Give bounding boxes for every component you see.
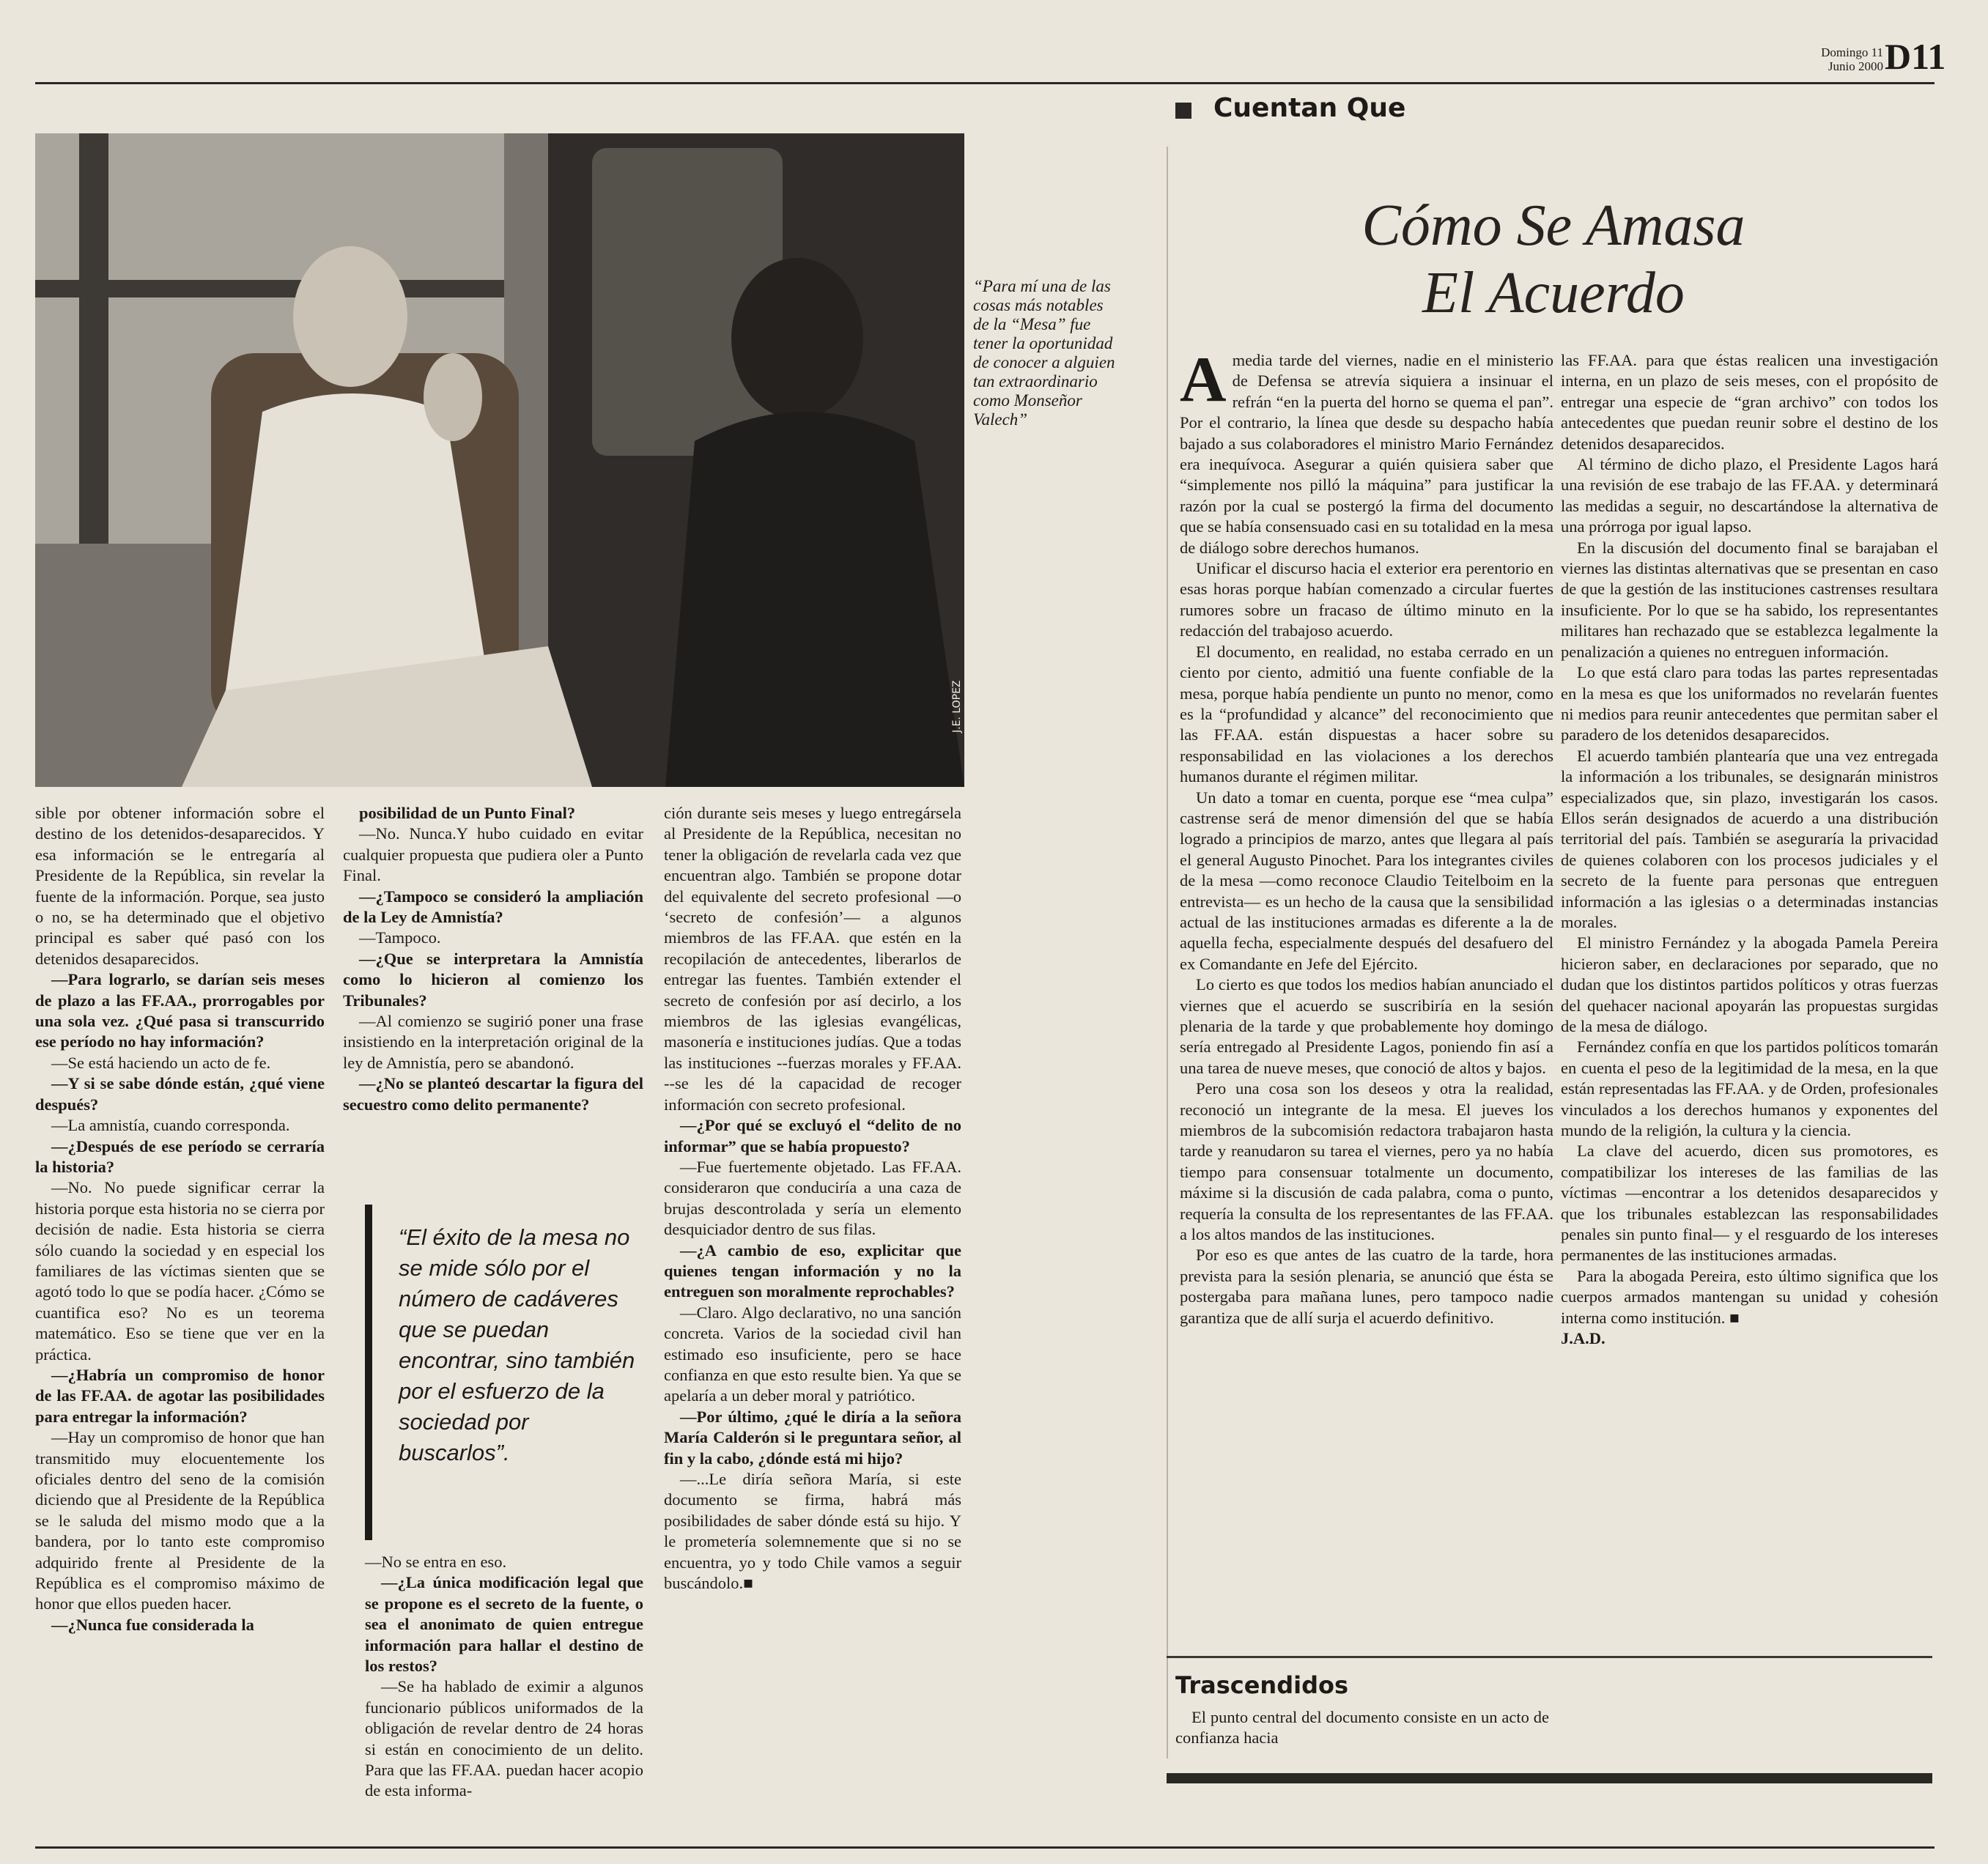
article-paragraph: En la discusión del documento final se barajaban el viernes las distintas alternativas que se presentan en caso de que la gestión de las instituciones castrenses resultara insuficiente. Por lo que se ha sabido, los representantes militares han rechazado que se establezca legalmente la penalización a quienes no entreguen información. xyxy=(1561,538,1938,661)
interview-question: —¿Habría un compromiso de honor de las FF.AA. de agotar las posibilidades para entregar la información? xyxy=(35,1365,325,1426)
interview-answer: —Fue fuertemente objetado. Las FF.AA. consideraron que conduciría a una caza de brujas descontrolada y sería un elemento desquiciador dentro de sus filas. xyxy=(664,1157,961,1239)
interview-answer: —Se ha hablado de eximir a algunos funcionario públicos uniformados de la obligación de revelar dentro de 24 horas si están en conocimiento de un delito. Para que las FF.AA. puedan hacer acopio de esta informa- xyxy=(365,1677,643,1800)
interview-answer: —...Le diría señora María, si este documento se firma, habrá más posibilidades de saber dónde está su hijo. Y le prometería solemnemente que si no se encuentra, yo y todo Chile vamos a seguir buscándolo.■ xyxy=(664,1470,961,1593)
article-column-1 xyxy=(1180,344,1553,1328)
interview-photo xyxy=(35,133,964,787)
interview-answer: —No. No puede significar cerrar la historia porque esta historia no se cierra por decisión de nadie. Esta historia se cierra sólo cuando la sociedad y en especial los familiares de las víctimas sienten que se agotó todo lo que se podía hacer. ¿Cómo se cuantifica eso? No es un teorema matemático. Eso se tiene que ver en la práctica. xyxy=(35,1178,325,1364)
article-paragraph: Al término de dicho plazo, el Presidente Lagos hará una revisión de ese trabajo de las FF.AA. y determinará las medidas a seguir, no descartándose la alternativa de una prórroga por igual lapso. xyxy=(1561,455,1938,536)
photo-caption: “Para mí una de las cosas más notables de la “Mesa” fue tener la oportunidad de conocer a alguien tan extraordinario como Monseñor Valech” xyxy=(973,277,1115,429)
interview-question: —Y si se sabe dónde están, ¿qué viene después? xyxy=(35,1074,325,1114)
interview-question: posibilidad de un Punto Final? xyxy=(359,804,576,822)
interview-answer: —No. Nunca.Y hubo cuidado en evitar cualquier propuesta que pudiera oler a Punto Final. xyxy=(343,824,643,885)
interview-question: —¿La única modificación legal que se propone es el secreto de la fuente, o sea el anonimato de quien entregue información para hallar el destino de los restos? xyxy=(365,1573,643,1676)
sidebar-border xyxy=(1167,147,1168,1758)
interview-answer: ción durante seis meses y luego entregársela al Presidente de la República, necesitan no tener la obligación de revelarla cada vez que encuentran algo. También se propone dotar del equivalente del secreto profesional —o ‘secreto de confesión’— a algunos miembros de las FF.AA. que estén en la recopilación de antecedentes, liberarlos de entregar las fuentes. También extender el secreto de confesión por así decirlo, a los miembros de las iglesias evangélicas, masonería e instituciones judías. Que a todas las instituciones --fuerzas morales y FF.AA. --se les dé la capacidad de recoger información con secreto profesional. xyxy=(664,804,961,1114)
interview-answer: —La amnistía, cuando corresponda. xyxy=(51,1116,290,1135)
article-col2-body xyxy=(1561,350,1938,1328)
interview-question: —¿Nunca fue considerada la xyxy=(51,1615,254,1634)
article-paragraph: La clave del acuerdo, dicen sus promotores, es compatibilizar los intereses de las familias de las víctimas —encontrar a los detenidos desaparecidos y que los tribunales establezcan las responsabilidades penales sin punto final— y el resguardo de los intereses permanentes de las instituciones armadas. xyxy=(1561,1142,1938,1265)
drop-cap: A xyxy=(1180,344,1227,415)
interview-question: —¿No se planteó descartar la figura del secuestro como delito permanente? xyxy=(343,1074,643,1114)
article-paragraph: El documento, en realidad, no estaba cerrado en un ciento por ciento, admitió una fuente confiable de la mesa, porque había pendiente un punto no menor, como es la “profundidad y alcance” del reconocimiento que las FF.AA. están dispuestas a hacer sobre su responsabilidad en las violaciones a los derechos humanos durante el régimen militar. xyxy=(1180,642,1553,786)
article-paragraph: Pero una cosa son los deseos y otra la realidad, reconoció un integrante de la mesa. El jueves los miembros de la subcomisión redactora trabajaron hasta tarde y reanudaron su tarea el viernes, pero ya no había tiempo para consensuar totalmente un documento, máxime si la discusión de cada palabra, coma o punto, requería la consulta de los representantes de las FF.AA. a los altos mandos de las instituciones. xyxy=(1180,1079,1553,1244)
interview-answer: —Hay un compromiso de honor que han transmitido muy elocuentemente los oficiales dentro del seno de la comisión diciendo que al Presidente de la República se le saluda del mismo modo que a la bandera, por lo tanto este compromiso adquirido frente al Presidente de la República es el compromiso máximo de honor que ellos pueden hacer. xyxy=(35,1428,325,1613)
date-day: Domingo 11 xyxy=(1821,45,1883,59)
bottom-rule xyxy=(35,1846,1935,1849)
trascendidos-title: Trascendidos xyxy=(1175,1671,1348,1699)
trascendidos-rule xyxy=(1167,1656,1932,1658)
article-paragraph: Para la abogada Pereira, esto último significa que los cuerpos armados mantengan su unidad y cohesión interna como institución. ■ xyxy=(1561,1266,1938,1327)
article-paragraph: El acuerdo también plantearía que una vez entregada la información a los tribunales, se designarán ministros especializados que, sin plazo, investigarán los casos. Ellos serán designados de acuerdo a una distribución territorial del país. También se aseguraría la privacidad de quienes colaboren con los procesos judiciales y el secreto de la fuente para personas que entreguen información a las iglesias o a determinadas instancias morales. xyxy=(1561,746,1938,931)
article-paragraph: Unificar el discurso hacia el exterior era perentorio en esas horas porque habían comenzado a circular fuertes rumores sobre un fracaso de último minuto en la redacción del trabajoso acuerdo. xyxy=(1180,559,1553,640)
interview-column-2 xyxy=(343,803,643,1115)
interview-question: —¿Que se interpretara la Amnistía como lo hicieron al comienzo los Tribunales? xyxy=(343,949,643,1010)
article-paragraph: Lo cierto es que todos los medios habían anunciado el viernes que el acuerdo se suscribiría en la sesión plenaria de la tarde y que probablemente hoy domingo sería entregado al Presidente Lagos, poniendo fin así a una tarea de nueve meses, que conoció de altos y bajos. xyxy=(1180,975,1553,1077)
interview-answer: —Claro. Algo declarativo, no una sanción concreta. Varios de la sociedad civil han estimado eso insuficiente, pero se hace confianza en que esto resulte bien. Ya que se apelaría a un deber moral y patriótico. xyxy=(664,1303,961,1405)
interview-answer: —Al comienzo se sugirió poner una frase insistiendo en la interpretación original de la ley de Amnistía, pero se abandonó. xyxy=(343,1012,643,1072)
interview-answer: —Se está haciendo un acto de fe. xyxy=(51,1053,271,1072)
article-signature: J.A.D. xyxy=(1561,1329,1605,1348)
headline-line-1: Cómo Se Amasa xyxy=(1361,193,1745,258)
interview-question: —¿Por qué se excluyó el “delito de no informar” que se había propuesto? xyxy=(664,1116,961,1155)
headline-line-2: El Acuerdo xyxy=(1422,261,1685,325)
interview-question: —¿A cambio de eso, explicitar que quienes tengan información y no la entreguen son moralmente reprochables? xyxy=(664,1240,961,1301)
interview-column-2-continued xyxy=(365,1552,643,1802)
interview-column-3 xyxy=(664,803,961,1594)
interview-answer: sible por obtener información sobre el destino de los detenidos-desaparecidos. Y esa información se le entregaría al Presidente de la República, sin revelar la fuente de la información. Porque, sea justo o no, se ha determinado que el objetivo principal es saber qué pasó con los detenidos desaparecidos. xyxy=(35,804,325,968)
article-paragraph: Fernández confía en que los partidos políticos tomarán en cuenta el peso de la legitimidad de la mesa, en la que están representadas las FF.AA. y de Orden, profesionales vinculados a los derechos humanos y exponentes del mundo de la religión, la cultura y la ciencia. xyxy=(1561,1038,1938,1140)
sidebar-bottom-bar xyxy=(1167,1773,1932,1783)
interview-answer: —Tampoco. xyxy=(359,928,441,947)
interview-question: —Por último, ¿qué le diría a la señora María Calderón si le preguntara señor, al fin y la cabo, ¿dónde está mi hijo? xyxy=(664,1407,961,1468)
top-rule xyxy=(35,82,1935,84)
article-paragraph: Un dato a tomar en cuenta, porque ese “mea culpa” castrense será de menor dimensión del que se había logrado a principios de marzo, antes que llegara al país el general Augusto Pinochet. Para los integrantes civiles de la mesa —como reconoce Claudio Teitelboim en la entrevista— es un hecho de la causa que la sensibilidad actual de las instituciones armadas es diferente a la de aquella fecha, especialmente después del desafuero del ex Comandante en Jefe del Ejército. xyxy=(1180,788,1553,973)
trascendidos-text xyxy=(1175,1707,1549,1749)
article-paragraph: Por eso es que antes de las cuatro de la tarde, hora prevista para la sesión plenaria, se anunció que ésta se postergaba para mañana lunes, pero tampoco nadie garantiza que de allí surja el acuerdo definitivo. xyxy=(1180,1246,1553,1327)
headline xyxy=(1172,192,1935,327)
interview-answer: —No se entra en eso. xyxy=(365,1553,507,1571)
section-bullet-icon xyxy=(1175,103,1191,119)
section-title: Cuentan Que xyxy=(1213,93,1406,123)
interview-column-1 xyxy=(35,803,325,1635)
interview-question: —Para lograrlo, se darían seis meses de plazo a las FF.AA., prorrogables por una sola vez. ¿Qué pasa si transcurrido ese período no hay información? xyxy=(35,970,325,1051)
article-paragraph: media tarde del viernes, nadie en el ministerio de Defensa se atrevía siquiera a insinuar el refrán “en la puerta del horno se quema el pan”. Por el contrario, la línea que desde su despacho había bajado a sus colaboradores el ministro Mario Fernández era inequívoca. Asegurar a quién quisiera saber que “simplemente nos pilló la máquina” para justificar la razón por la cual se postergó la firma del documento que se había consensuado casi en su totalidad en la mesa de diálogo sobre derechos humanos. xyxy=(1180,351,1553,557)
interview-question: —¿Tampoco se consideró la ampliación de la Ley de Amnistía? xyxy=(343,887,643,927)
date-month: Junio 2000 xyxy=(1828,59,1883,73)
pullquote-bar xyxy=(365,1205,372,1540)
article-paragraph: las FF.AA. para que éstas realicen una investigación interna, en un plazo de seis meses, con el propósito de entregar una especie de “gran archivo” con todos los antecedentes que puedan reunir sobre el destino de los detenidos desaparecidos. xyxy=(1561,351,1938,453)
page-number: D11 xyxy=(1885,36,1946,77)
issue-date xyxy=(1810,45,1883,73)
pullquote: “El éxito de la mesa no se mide sólo por el número de cadáveres que se puedan encontrar, sino también por el esfuerzo de la sociedad por buscarlos”. xyxy=(399,1224,635,1465)
trascendidos-paragraph: El punto central del documento consiste en un acto de confianza hacia xyxy=(1175,1708,1549,1747)
article-paragraph: Lo que está claro para todas las partes representadas en la mesa es que los uniformados no revelarán fuentes ni medios para reunir antecedentes que permitan saber el paradero de los detenidos desaparecidos. xyxy=(1561,663,1938,744)
photo-credit: J.E. LOPEZ xyxy=(951,680,963,733)
interview-question: —¿Después de ese período se cerraría la historia? xyxy=(35,1136,325,1176)
article-col1-body xyxy=(1180,344,1553,1328)
article-column-2 xyxy=(1561,350,1938,1350)
article-paragraph: El ministro Fernández y la abogada Pamela Pereira hicieron saber, en declaraciones por separado, que no dudan que los distintos partidos políticos y otras fuerzas del quehacer nacional apoyarán las propuestas surgidas de la mesa de diálogo. xyxy=(1561,933,1938,1035)
